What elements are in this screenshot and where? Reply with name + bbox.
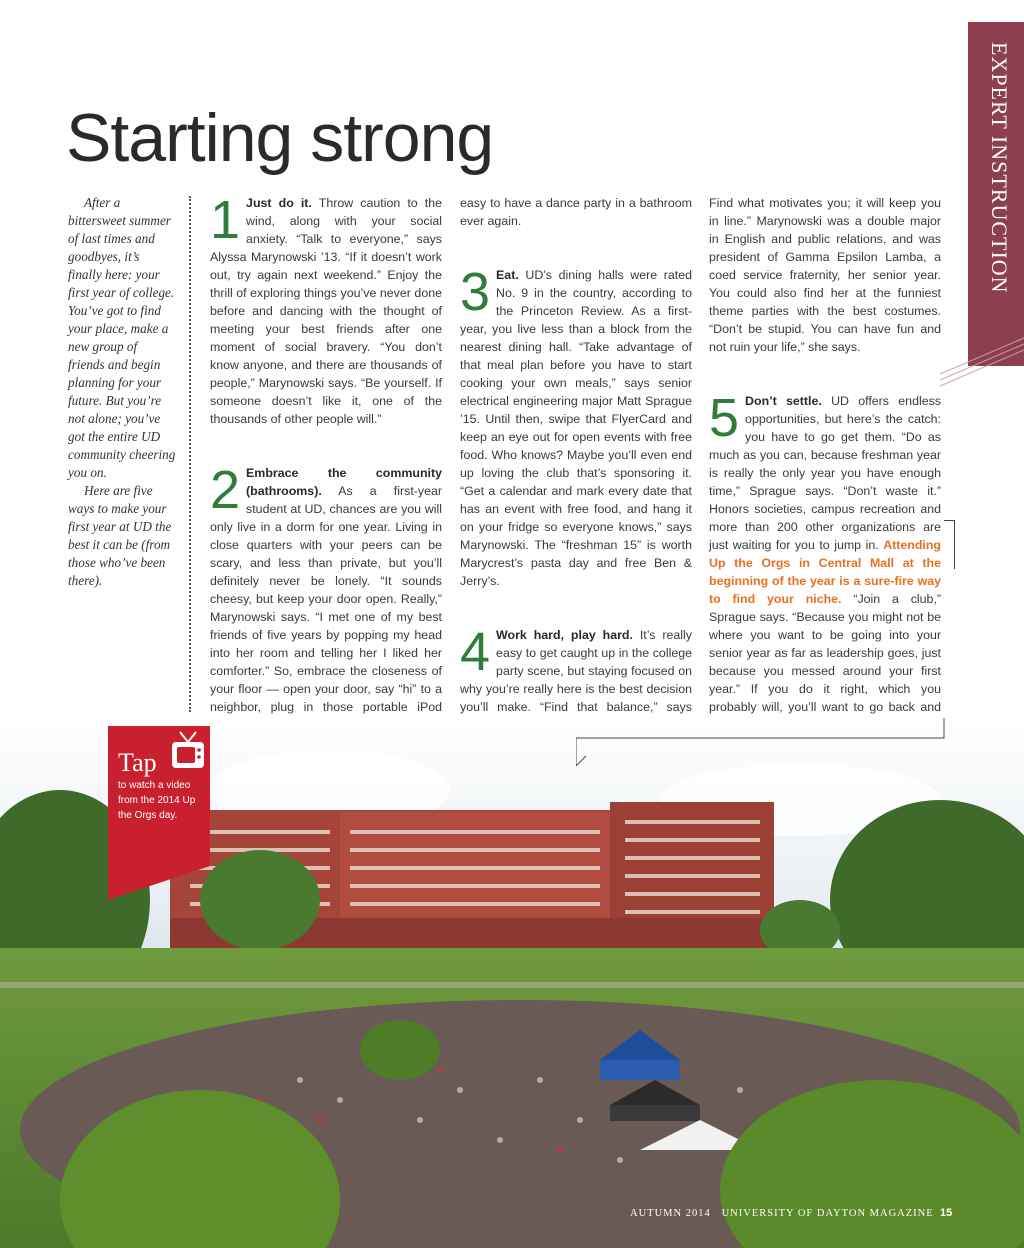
tip-5-text-after: “Join a club,” Sprague says. “Because you might not be where you want to be going into your senior year as far as leadership goes, just because you messed around your first year.” If you do it right, which you probably will, you’ll want to go back and xyxy=(709,592,942,714)
page-title: Starting strong xyxy=(66,100,494,176)
intro-text xyxy=(68,194,176,590)
decorative-stripes xyxy=(940,330,1024,390)
intro-paragraph-1: After a bittersweet summer of last times and goodbyes, it’s finally here: your first year of college. You’ve got to find your place, make a new group of friends and begin planning for your future. But you’re not alone; you’ve got the entire UD community cheering you on. xyxy=(68,195,176,480)
footer xyxy=(630,1208,934,1219)
tip-3-number: 3 xyxy=(460,262,491,322)
tap-description: to watch a video from the 2014 Up the Orgs day. xyxy=(118,780,196,821)
callout-bracket xyxy=(944,520,955,569)
tip-5-number: 5 xyxy=(709,388,740,448)
tip-5 xyxy=(709,388,942,734)
tip-2-lead: Embrace the community (bathrooms). xyxy=(246,466,442,498)
column-1 xyxy=(210,190,442,752)
tip-2 xyxy=(210,460,442,752)
tip-3-lead: Eat. xyxy=(496,268,519,282)
tip-4-continued: Find what motivates you; it will keep you in line.” Marynowski was a double major in English and public relations, and was president of Gamma Epsilon Lamba, a coed service fraternity, her senior year. You could also find her at the funniest theme parties with the best costumes. “Don’t be stupid. You can have fun and not ruin your life,” she says. xyxy=(709,196,941,354)
section-label: EXPERT INSTRUCTION xyxy=(987,42,1012,294)
tip-2-continued: easy to have a dance party in a bathroom ever again. xyxy=(460,196,692,228)
tip-5-lead: Don’t settle. xyxy=(745,394,822,408)
tip-1-lead: Just do it. xyxy=(246,196,312,210)
tip-4-number: 4 xyxy=(460,622,491,682)
tap-label[interactable]: Tap xyxy=(118,748,157,777)
tip-1-text: Throw caution to the wind, along with your social anxiety. “Talk to everyone,” says Alyssa Marynowski ’13. “If it doesn’t work out, try again next weekend.” Enjoy the thrill of exploring things you’ve never done before and dancing with the thought of meeting your best friends after one moment of social bravery. “You don’t know anyone, and there are thousands of people,” Marynowski says. “Be yourself. If someone doesn’t like it, one of the thousands of other people will.” xyxy=(210,196,442,426)
column-3 xyxy=(709,194,941,752)
dotted-divider xyxy=(189,196,191,712)
tip-5-highlight: Attending Up the Orgs in Central Mall at the beginning of the year is a sure-fire way to find your niche. xyxy=(709,538,941,606)
footer-issue: AUTUMN 2014 xyxy=(630,1208,711,1219)
tip-2-text: As a first-year student at UD, chances are you will only live in a dorm for one year. Living in close quarters with your peers can be scary, and less than private, but you’ll definitely never be lonely. “It sounds cheesy, but keep your door open. Really,” Marynowski says. “I met one of my best friends of five years by popping my head into her room and telling her I liked her comforter.” So, embrace the closeness of your floor — open your door, say “hi” to a neighbor, plug in those portable iPod xyxy=(210,484,442,714)
tv-icon[interactable] xyxy=(170,730,206,774)
intro-paragraph-2: Here are five ways to make your first year at UD the best it can be (from those who’ve been there). xyxy=(68,483,172,588)
page-number: 15 xyxy=(940,1207,953,1219)
tip-1 xyxy=(210,190,442,428)
column-2 xyxy=(460,194,692,752)
tip-4-text: It’s really easy to get caught up in the college party scene, but staying focused on why you’re really here is the best decision you’ll make. “Find that balance,” says xyxy=(460,628,692,714)
footer-magazine: UNIVERSITY OF DAYTON MAGAZINE xyxy=(721,1208,934,1219)
tip-2-number: 2 xyxy=(210,460,241,520)
tip-4-lead: Work hard, play hard. xyxy=(496,628,633,642)
tip-3 xyxy=(460,262,692,590)
tip-1-number: 1 xyxy=(210,190,241,250)
callout-pointer xyxy=(576,718,964,766)
tip-3-text: UD’s dining halls were rated No. 9 in the country, according to the Princeton Review. As a first-year, you live less than a block from the nearest dining hall. “Take advantage of that meal plan before you have to start cooking your own meals,” says senior electrical engineering major Matt Sprague ’15. Until then, swipe that FlyerCard and keep an eye out for open events with free food. Who knows? Maybe you’ll even end up loving the club that’s sponsoring it. “Get a calendar and mark every date that has an event with free food, and hang it on your fridge so everyone knows,” says Marynowski. The “freshman 15” is worth Marycrest’s pasta day and free Ben & Jerry’s. xyxy=(460,268,692,588)
tip-5-text: UD offers endless opportunities, but here’s the catch: you have to go get them. “Do as much as you can, because freshman year is really the only year you have enough time,” Sprague says. “Don’t waste it.” Honors societies, campus recreation and more than 200 other organizations are just waiting for you to jump in. xyxy=(709,394,941,552)
